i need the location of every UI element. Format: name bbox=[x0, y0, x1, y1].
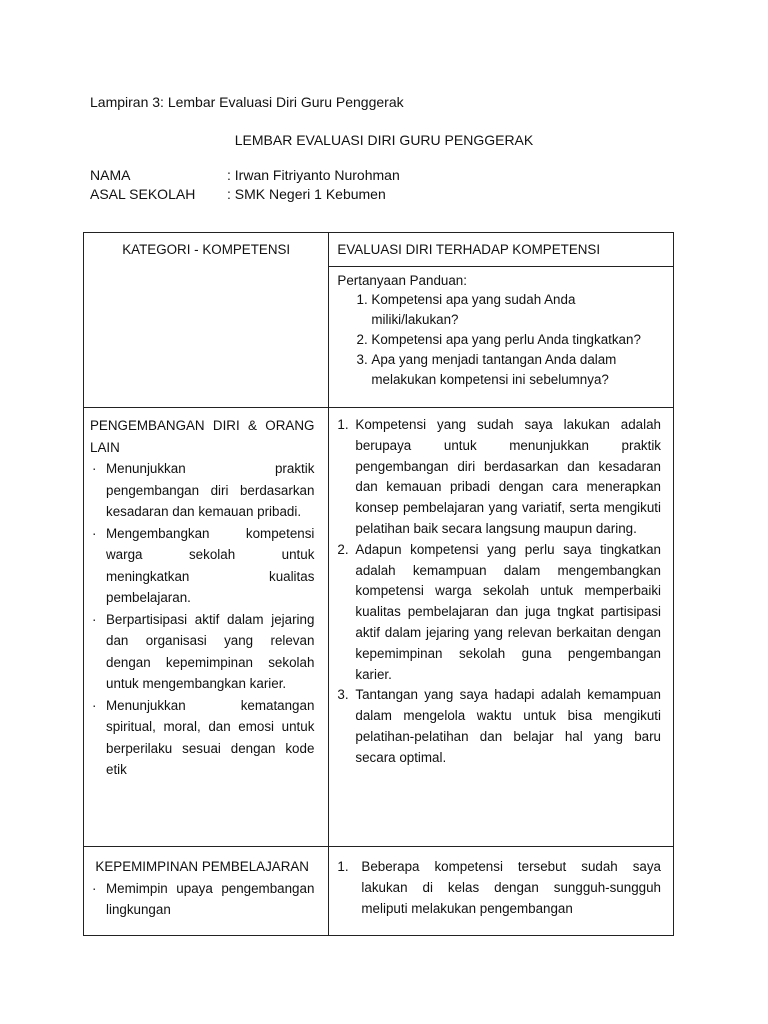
list-item bbox=[90, 458, 314, 523]
competency-text: Menunjukkan praktik pengembangan diri berdasarkan kesadaran dan kemauan pribadi. bbox=[106, 461, 315, 519]
list-item bbox=[335, 540, 661, 686]
item-number: 2. bbox=[337, 541, 349, 557]
name-value: : Irwan Fitriyanto Nurohman bbox=[227, 167, 400, 183]
section-row-self-development bbox=[84, 408, 674, 847]
appendix-title: Lampiran 3: Lembar Evaluasi Diri Guru Penggerak bbox=[90, 94, 404, 110]
list-item bbox=[335, 685, 661, 768]
item-number: 1. bbox=[337, 417, 349, 432]
list-item bbox=[90, 609, 314, 695]
bullet-marker: · bbox=[92, 461, 97, 476]
school-label: ASAL SEKOLAH bbox=[90, 186, 196, 202]
competency-text: Menunjukkan kematangan spiritual, moral, dan emosi untuk berperilaku sesuai dengan kode etik bbox=[106, 697, 315, 777]
evaluation-cell bbox=[329, 408, 674, 847]
competency-text: Memimpin upaya pengembangan lingkungan bbox=[106, 880, 315, 917]
guide-question: 3. Apa yang menjadi tantangan Anda dalam melakukan kompetensi ini sebelumnya? bbox=[371, 350, 665, 390]
competency-text: Mengembangkan kompetensi warga sekolah untuk meningkatkan kualitas pembelajaran. bbox=[106, 525, 315, 605]
section-row-learning-leadership bbox=[84, 847, 674, 936]
category-title: PENGEMBANGAN DIRI & ORANG LAIN bbox=[90, 418, 315, 455]
list-item bbox=[90, 523, 314, 609]
bullet-marker: · bbox=[92, 525, 97, 541]
bullet-marker: · bbox=[92, 611, 97, 627]
guide-question-list bbox=[337, 290, 665, 390]
list-item bbox=[90, 695, 314, 781]
evaluation-header-cell bbox=[329, 233, 674, 267]
guide-question: 2. Kompetensi apa yang perlu Anda tingkatkan? bbox=[371, 330, 665, 350]
evaluation-text: Beberapa kompetensi tersebut sudah saya lakukan di kelas dengan sungguh-sungguh meliputi melakukan pengembangan bbox=[361, 859, 661, 916]
competency-list bbox=[90, 878, 314, 921]
category-column-header: KATEGORI - KOMPETENSI bbox=[122, 242, 291, 257]
item-number: 3. bbox=[337, 687, 349, 703]
evaluation-text: Kompetensi yang sudah saya lakukan adalah berupaya untuk menunjukkan praktik pengembangan diri berdasarkan dan kesadaran dan kemauan pribadi dengan cara menerapkan konsep pembelajaran yang variatif, serta mengikuti pelatihan baik secara langsung maupun daring. bbox=[355, 417, 661, 536]
item-number: 1. bbox=[337, 859, 349, 874]
category-cell bbox=[84, 847, 329, 936]
category-cell bbox=[84, 408, 329, 847]
evaluation-list bbox=[335, 856, 661, 919]
evaluation-list bbox=[335, 415, 661, 769]
evaluation-text: Tantangan yang saya hadapi adalah kemampuan dalam mengelola waktu untuk bisa mengikuti pelatihan-pelatihan dan belajar hal yang baru secara optimal. bbox=[355, 687, 661, 765]
name-label: NAMA bbox=[90, 167, 131, 183]
competency-list bbox=[90, 458, 314, 781]
guide-title: Pertanyaan Panduan: bbox=[337, 273, 467, 288]
category-header-cell bbox=[84, 233, 329, 408]
list-item bbox=[335, 856, 661, 919]
evaluation-cell bbox=[329, 847, 674, 936]
school-value: : SMK Negeri 1 Kebumen bbox=[227, 186, 386, 202]
category-title: KEPEMIMPINAN PEMBELAJARAN bbox=[95, 859, 309, 874]
evaluation-column-header: EVALUASI DIRI TERHADAP KOMPETENSI bbox=[337, 242, 601, 257]
guide-question: 1. Kompetensi apa yang sudah Anda miliki/lakukan? bbox=[371, 290, 665, 330]
evaluation-table bbox=[83, 232, 674, 936]
bullet-marker: · bbox=[92, 880, 97, 896]
guide-cell bbox=[329, 267, 674, 408]
document-title: LEMBAR EVALUASI DIRI GURU PENGGERAK bbox=[234, 132, 534, 148]
list-item bbox=[335, 415, 661, 540]
evaluation-text: Adapun kompetensi yang perlu saya tingkatkan adalah kemampuan dalam mengembangkan kompetensi warga sekolah untuk memperbaiki kualitas pembelajaran dan juga tngkat partisipasi aktif dalam jejaring yang relevan berkaitan dengan kepemimpinan sekolah guna pengembangan karier. bbox=[355, 541, 661, 682]
table-header-row bbox=[84, 233, 674, 267]
list-item bbox=[90, 878, 314, 921]
bullet-marker: · bbox=[92, 697, 97, 713]
competency-text: Berpartisipasi aktif dalam jejaring dan organisasi yang relevan dengan kepemimpinan sekolah untuk mengembangkan karier. bbox=[106, 611, 315, 691]
